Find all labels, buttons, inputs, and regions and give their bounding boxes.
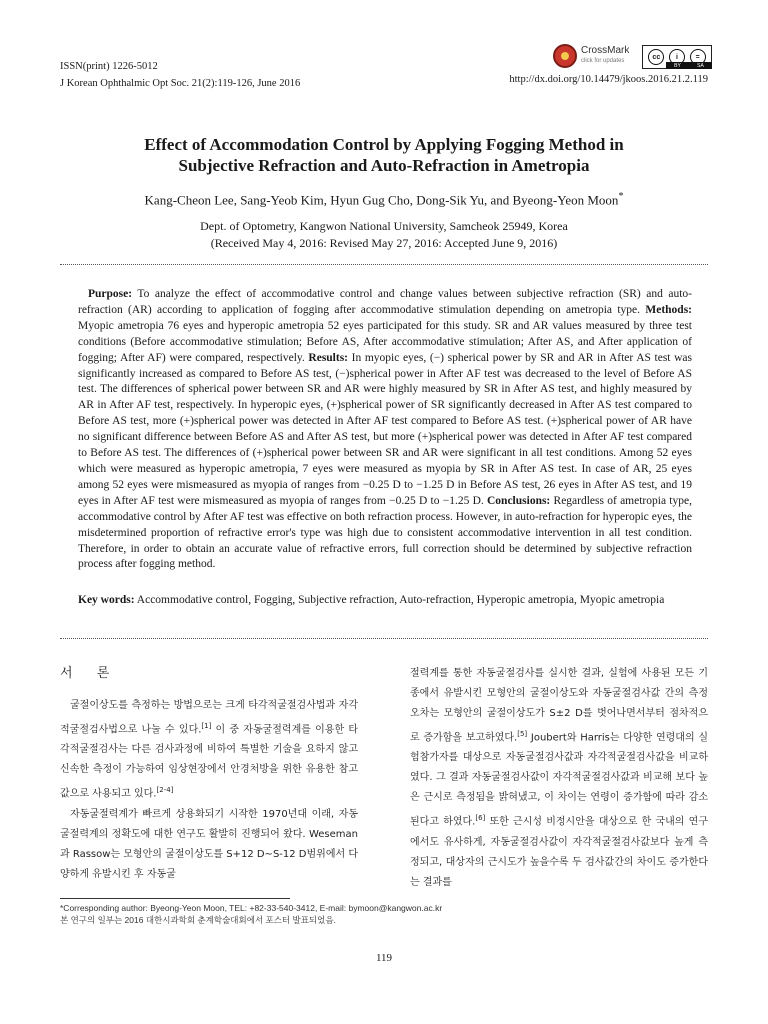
body-paragraph (60, 696, 358, 805)
dotted-divider-top (60, 264, 708, 265)
body-text: 굴절이상도를 측정하는 방법으로는 크게 타각적굴절검사법과 자각적굴절검사법으로 나눌 수 있다. (60, 700, 358, 736)
purpose-text: To analyze the effect of accommodative control and change values between subjective refraction (SR) and auto-refraction (AR) according to application of fogging after accommodative stimulation depending on ametropia type. (78, 288, 692, 316)
citation-ref: [5] (517, 730, 528, 738)
abstract (78, 287, 692, 573)
crossmark-sub: click for updates (581, 58, 625, 64)
conclusions-label: Conclusions: (487, 494, 551, 507)
submission-dates: (Received May 4, 2016: Revised May 27, 2016: Accepted June 9, 2016) (210, 236, 558, 250)
crossmark-icon (553, 44, 577, 68)
citation-ref: [2-4] (156, 786, 174, 795)
title-line-1: Effect of Accommodation Control by Applying Fogging Method in (144, 135, 624, 154)
cc-band-by: BY (674, 62, 681, 69)
methods-label: Methods: (645, 303, 692, 316)
presentation-note: 본 연구의 일부는 2016 대한시과학회 춘계학술대회에서 포스터 발표되었음. (60, 915, 336, 925)
results-label: Results: (308, 351, 349, 364)
by-icon: i (669, 49, 685, 65)
dotted-divider-bottom (60, 638, 708, 639)
body-column-right (410, 664, 708, 893)
affiliation (60, 218, 708, 252)
corresponding-mark: * (618, 191, 624, 202)
methods-text: Myopic ametropia 76 eyes and hyperopic ametropia 52 eyes participated for this study. SR and AR values measured by three test conditions (Before accommodative stimulation; Before AS, After accommodative stimulation; After AS, and After application of fogging; After AF) were compared, respectively. (78, 319, 692, 364)
crossmark-label: CrossMark (581, 45, 630, 56)
body-column-left (60, 664, 358, 885)
citation-ref: [6] (475, 814, 486, 823)
body-paragraph: 자동굴절력계가 빠르게 상용화되기 시작한 1970년대 이래, 자동굴절력계의 정확도에 대한 연구도 활발히 진행되어 왔다. Weseman과 Rassow는 모형안의 굴절이상도를 S+12 D∼S-12 D범위에서 다양하게 유발시킨 후 자동굴 (60, 808, 358, 880)
citation-ref: [1] (201, 722, 212, 730)
body-text: Joubert와 Harris는 다양한 연령대의 실험참가자를 대상으로 자동굴절검사값과 자각적굴절검사값을 비교하였다. 그 결과 자동굴절검사값이 자각적굴절검사값과 비교해 보다 높은 근시로 측정됨을 밝혀냈고, 이 차이는 연령이 증가함에 따라 감소된다고 하였다. (410, 732, 708, 828)
citation-text: J Korean Ophthalmic Opt Soc. 21(2):119-126, June 2016 (60, 78, 301, 89)
cc-band-sa: SA (697, 62, 704, 69)
nd-icon: = (690, 49, 706, 65)
body-text: 또한 근시성 비정시안을 대상으로 한 국내의 연구에서도 유사하게, 자동굴절검사값이 자각적굴절검사값보다 높게 측정되고, 대상자의 근시도가 높을수록 두 검사값간의 차이도 증가한다는 결과를 (410, 816, 708, 888)
issn-text: ISSN(print) 1226-5012 (60, 61, 158, 72)
results-text: In myopic eyes, (−) spherical power by SR and AR in After AS test was significantly increased as compared to Before AS test, (−)spherical power in After AF test was decreased to the level of Before AS test. The differences of spherical power between SR and AR were highly measured by SR in After AS test, and highly measured by AR in After AF test, respectively. In hyperopic eyes, (+)spherical power of SR significantly decreased in After AS test compared to Before AS test, more (+)spherical power was detected in After AF test compared to Before AS test. (+)spherical power of AR have no significant difference between Before AS and After AS test, but more (+)spherical power was detected in After AF test compared to Before AS test. The differences of (+)spherical power between SR and AR were significant in all test conditions. Among 52 eyes which were measured as hyperopic ametropia, 7 eyes were measured as myopia by SR in After AS test. In case of AR, 25 eyes among 52 eyes were mismeasured as myopia of ranges from −0.25 D to −1.25 D in Before AS test, 26 eyes in After AS test, and 19 eyes in After AF test were mismeasured as myopia of ranges from −0.25 D to −1.25 D. (78, 351, 692, 507)
author-names: Kang-Cheon Lee, Sang-Yeob Kim, Hyun Gug Cho, Dong-Sik Yu, and Byeong-Yeon Moon (144, 192, 619, 208)
paper-title (60, 134, 708, 176)
cc-license-badge[interactable] (642, 45, 712, 69)
cc-band (666, 62, 712, 69)
journal-header (60, 58, 300, 92)
conclusions-text: Regardless of ametropia type, accommodative control by After AF test was effective on both refraction process. However, in auto-refraction for hyperopic eyes, the misdetermined proportion of refractive error's type was high due to consistent accommodative intervention in all test condition. Therefore, in order to obtain an accurate value of refractive errors, full correction should be determined by subjective refraction process after fogging method. (78, 494, 692, 571)
doi-link[interactable]: http://dx.doi.org/10.14479/jkoos.2016.21.2.119 (509, 74, 708, 85)
keywords (78, 593, 692, 609)
footnotes (60, 902, 442, 926)
keywords-text: Accommodative control, Fogging, Subjective refraction, Auto-refraction, Hyperopic ametropia, Myopic ametropia (134, 594, 665, 606)
keywords-label: Key words: (78, 594, 135, 606)
corresponding-author-note: *Corresponding author: Byeong-Yeon Moon, TEL: +82-33-540-3412, E-mail: bymoon@kangwon.ac.kr (60, 903, 443, 913)
purpose-label: Purpose: (88, 288, 133, 300)
cc-icon: cc (648, 49, 664, 65)
body-text: 이 중 자동굴절력계를 이용한 타각적굴절검사는 다른 검사과정에 비하여 특별한 기술을 요하지 않고 신속한 측정이 가능하여 임상현장에서 안경처방을 위한 유용한 참고값으로 사용되고 있다. (60, 724, 358, 800)
page-number: 119 (375, 952, 393, 964)
section-heading: 서 론 (60, 666, 120, 681)
body-text: 절력계를 통한 자동굴절검사를 실시한 결과, 실험에 사용된 모든 기종에서 유발시킨 모형안의 굴절이상도와 자동굴절검사값 간의 측정오차는 모형안의 굴절이상도가 S±2 D를 벗어나면서부터 점차적으로 증가함을 보고하였다. (410, 668, 708, 744)
crossmark-badge[interactable] (553, 44, 629, 68)
body-paragraph (410, 664, 708, 893)
author-list (60, 191, 708, 208)
footnote-rule (60, 898, 290, 899)
affiliation-dept: Dept. of Optometry, Kangwon National University, Samcheok 25949, Korea (200, 219, 568, 233)
title-line-2: Subjective Refraction and Auto-Refraction in Ametropia (178, 156, 590, 175)
